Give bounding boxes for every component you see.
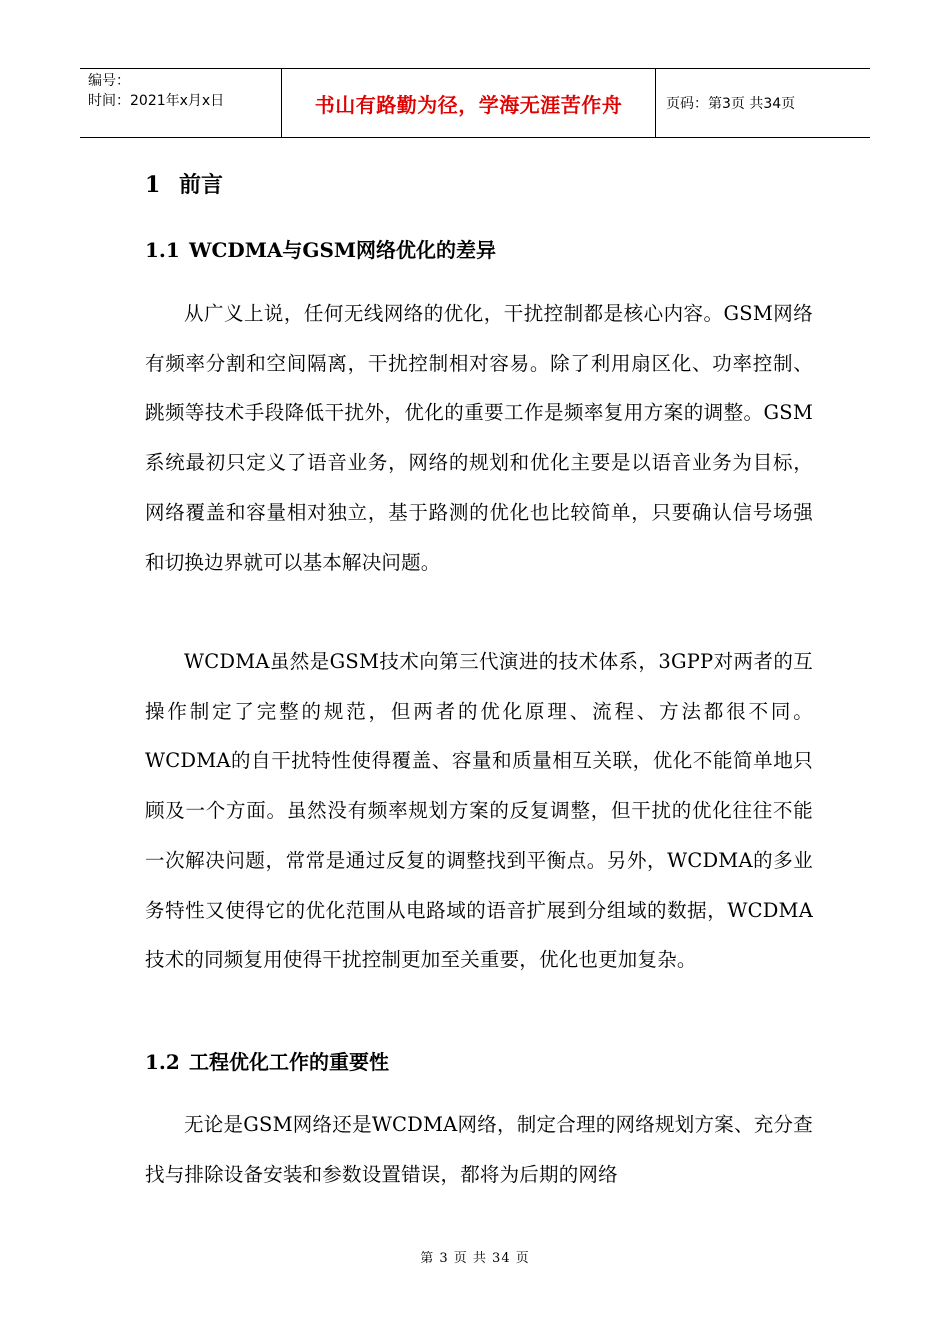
header-left-cell — [80, 69, 282, 137]
section-number: 1.2 — [145, 1050, 180, 1074]
paragraph-2: WCDMA虽然是GSM技术向第三代演进的技术体系，3GPP对两者的互操作制定了完整的规范，但两者的优化原理、流程、方法都很不同。WCDMA的自干扰特性使得覆盖、容量和质量相互关联，优化不能简单地只顾及一个方面。虽然没有频率规划方案的反复调整，但干扰的优化往往不能一次解决问题，常常是通过反复的调整找到平衡点。另外，WCDMA的多业务特性又使得它的优化范围从电路域的语音扩展到分组域的数据，WCDMA技术的同频复用使得干扰控制更加至关重要，优化也更加复杂。 — [145, 650, 813, 972]
header-motto-cell — [282, 69, 656, 137]
section-title: 前言 — [179, 172, 224, 198]
page-footer: 第 3 页 共 34 页 — [420, 1251, 530, 1266]
paragraph-3: 无论是GSM网络还是WCDMA网络，制定合理的网络规划方案、充分查找与排除设备安装和参数设置错误，都将为后期的网络 — [145, 1113, 813, 1186]
document-number-label: 编号： — [88, 73, 130, 89]
header-motto: 书山有路勤为径，学海无涯苦作舟 — [314, 92, 623, 117]
section-title: WCDMA与GSM网络优化的差异 — [189, 238, 497, 262]
paragraph-1: 从广义上说，任何无线网络的优化，干扰控制都是核心内容。GSM网络有频率分割和空间隔离，干扰控制相对容易。除了利用扇区化、功率控制、跳频等技术手段降低干扰外，优化的重要工作是频率复用方案的调整。GSM系统最初只定义了语音业务，网络的规划和优化主要是以语音业务为目标，网络覆盖和容量相对独立，基于路测的优化也比较简单，只要确认信号场强和切换边界就可以基本解决问题。 — [145, 302, 813, 574]
section-heading-1 — [145, 168, 223, 199]
document-date-label: 时间：2021年x月x日 — [88, 93, 225, 109]
section-heading-1-2 — [145, 1046, 389, 1075]
section-heading-1-1 — [145, 234, 496, 263]
section-number: 1 — [145, 172, 161, 198]
section-number: 1.1 — [145, 238, 180, 262]
header-page-info: 页码：第3页 共34页 — [666, 96, 796, 112]
header-page-info-cell — [656, 69, 870, 137]
page-header-table — [80, 68, 870, 138]
section-title: 工程优化工作的重要性 — [189, 1050, 389, 1074]
